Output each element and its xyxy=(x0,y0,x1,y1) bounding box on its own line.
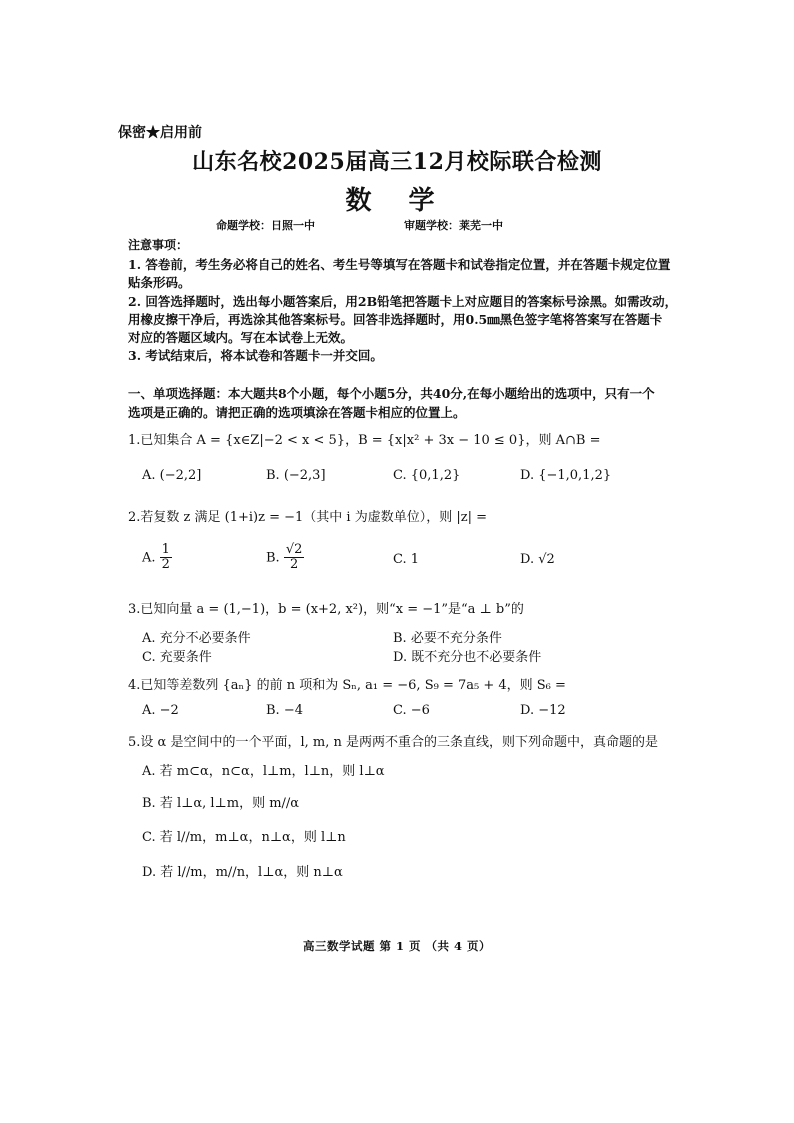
exam-title: 山东名校2025届高三12月校际联合检测 xyxy=(192,149,602,175)
fraction-root2-half xyxy=(284,543,305,573)
subject-title: 数 学 xyxy=(345,186,449,216)
question-4-stem: 4.已知等差数列 {aₙ} 的前 n 项和为 Sₙ, a₁ = −6, S₉ = 7a₅ + 4，则 S₆ = xyxy=(128,678,566,693)
question-1-option-a: A. (−2,2] xyxy=(142,468,202,483)
question-5-option-a: A. 若 m⊂α，n⊂α，l⊥m，l⊥n，则 l⊥α xyxy=(142,764,385,779)
fraction-denominator: 2 xyxy=(161,557,170,573)
notice-line: 贴条形码。 xyxy=(128,275,191,290)
question-1-option-d: D. {−1,0,1,2} xyxy=(520,468,612,483)
question-2-option-a xyxy=(142,543,172,573)
fraction-numerator: √2 xyxy=(285,542,303,557)
question-4-option-d: D. −12 xyxy=(520,703,566,718)
notice-line: 2. 回答选择题时，选出每小题答案后，用2B铅笔把答题卡上对应题目的答案标号涂黑。如需改动， xyxy=(128,294,678,309)
option-letter: A. xyxy=(142,550,156,566)
notice-line: 3. 考试结束后，将本试卷和答题卡一并交回。 xyxy=(128,348,383,363)
notice-line: 用橡皮擦干净后，再选涂其他答案标号。回答非选择题时，用0.5㎜黑色签字笔将答案写在答题卡 xyxy=(128,312,663,327)
question-2-stem: 2.若复数 z 满足 (1+i)z = −1（其中 i 为虚数单位），则 |z| = xyxy=(128,510,487,525)
reviewer-school: 审题学校：莱芜一中 xyxy=(404,219,503,232)
notice-title: 注意事项： xyxy=(128,238,189,252)
question-2-option-d: D. √2 xyxy=(520,552,555,567)
fraction-denominator: 2 xyxy=(289,557,299,573)
question-1-stem: 1.已知集合 A = {x∈Z|−2 < x < 5}，B = {x|x² + 3x − 10 ≤ 0}，则 A∩B = xyxy=(128,433,601,448)
question-4-option-c: C. −6 xyxy=(393,703,430,718)
fraction-one-half xyxy=(160,543,172,573)
question-3-option-d: D. 既不充分也不必要条件 xyxy=(393,650,542,665)
question-3-stem: 3.已知向量 a = (1,−1)，b = (x+2, x²)，则“x = −1”是“a ⊥ b”的 xyxy=(128,602,524,617)
question-5-option-d: D. 若 l//m，m//n，l⊥α，则 n⊥α xyxy=(142,865,343,880)
question-5-stem: 5.设 α 是空间中的一个平面，l, m, n 是两两不重合的三条直线，则下列命题中，真命题的是 xyxy=(128,735,658,750)
question-4-option-b: B. −4 xyxy=(266,703,303,718)
question-2-option-b xyxy=(266,543,304,573)
question-1-option-b: B. (−2,3] xyxy=(266,468,326,483)
page-footer: 高三数学试题 第 1 页 （共 4 页） xyxy=(302,939,492,953)
question-5-option-b: B. 若 l⊥α, l⊥m，则 m//α xyxy=(142,796,300,811)
question-5-option-c: C. 若 l//m，m⊥α，n⊥α，则 l⊥n xyxy=(142,830,346,845)
question-3-option-b: B. 必要不充分条件 xyxy=(393,631,502,646)
question-1-option-c: C. {0,1,2} xyxy=(393,468,461,483)
notice-line: 1. 答卷前，考生务必将自己的姓名、考生号等填写在答题卡和试卷指定位置，并在答题卡规定位置 xyxy=(128,257,671,272)
setter-school: 命题学校：日照一中 xyxy=(216,219,315,232)
notice-line: 对应的答题区域内。写在本试卷上无效。 xyxy=(128,330,354,345)
question-4-option-a: A. −2 xyxy=(142,703,179,718)
question-2-option-c: C. 1 xyxy=(393,552,420,567)
option-letter: B. xyxy=(266,550,280,566)
section-heading: 选项是正确的。请把正确的选项填涂在答题卡相应的位置上。 xyxy=(128,405,466,420)
question-3-option-a: A. 充分不必要条件 xyxy=(142,631,251,646)
fraction-numerator: 1 xyxy=(161,542,170,557)
confidential-label: 保密★启用前 xyxy=(118,125,202,141)
section-heading: 一、单项选择题：本大题共8个小题，每个小题5分，共40分,在每小题给出的选项中，只有一个 xyxy=(128,386,655,401)
question-3-option-c: C. 充要条件 xyxy=(142,650,212,665)
